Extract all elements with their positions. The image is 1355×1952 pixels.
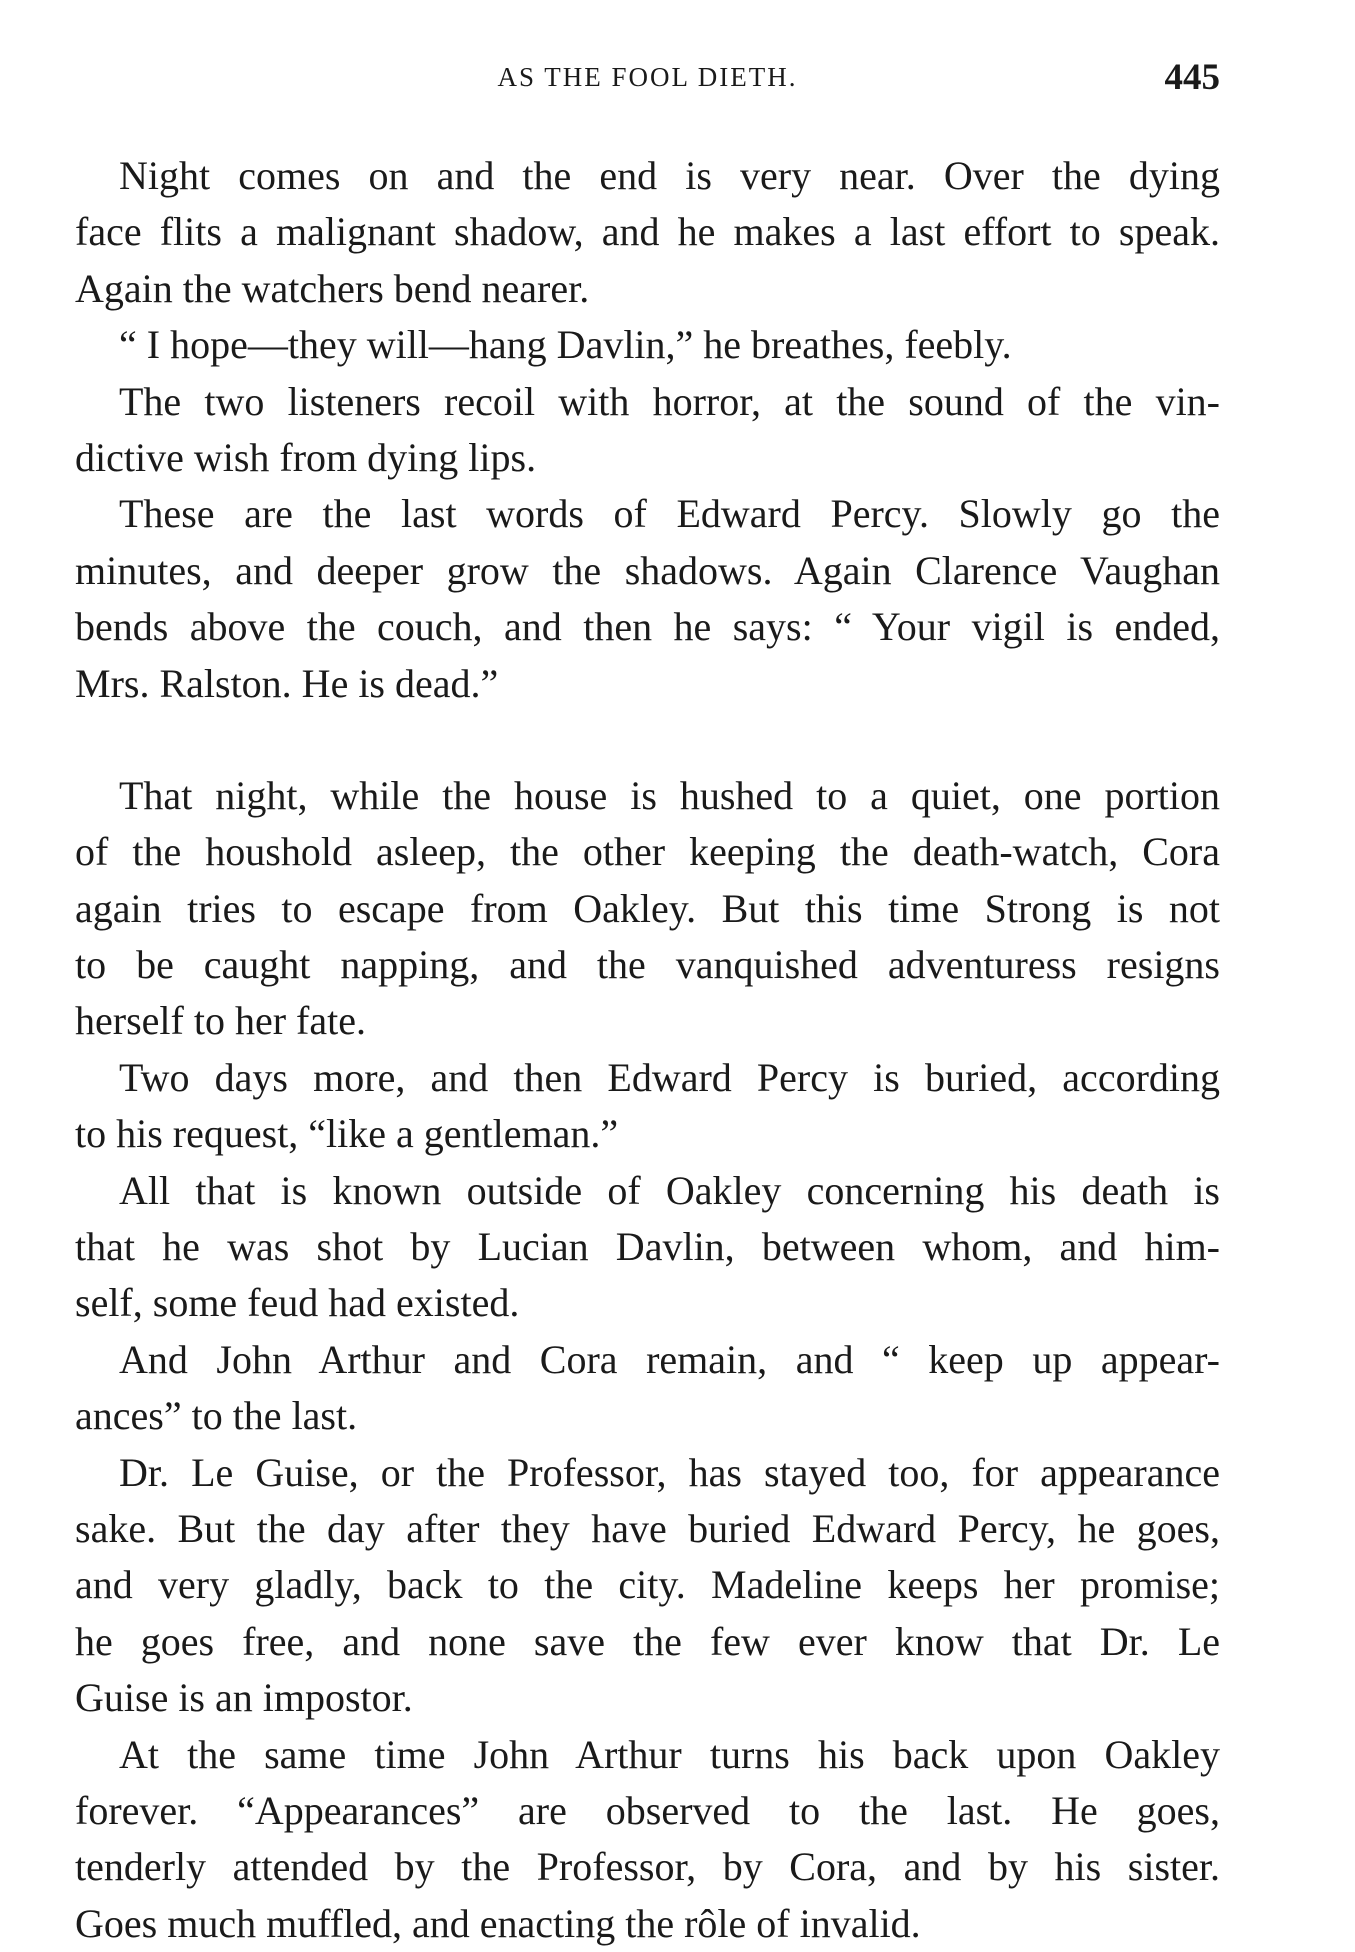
text-body — [75, 148, 1220, 1952]
text-line: tenderly attended by the Professor, by Cora, and by his sister. — [75, 1844, 1220, 1890]
text-line: ances” to the last. — [75, 1393, 358, 1439]
text-line: of the houshold asleep, the other keeping the death-watch, Cora — [75, 829, 1220, 875]
text-line: “ I hope—they will—hang Davlin,” he breathes, feebly. — [119, 322, 1012, 368]
text-line: to his request, “like a gentleman.” — [75, 1111, 619, 1157]
text-line: Mrs. Ralston. He is dead.” — [75, 660, 499, 706]
running-title: AS THE FOOL DIETH. — [497, 62, 798, 92]
text-line: minutes, and deeper grow the shadows. Again Clarence Vaughan — [75, 547, 1220, 593]
text-line: again tries to escape from Oakley. But this time Strong is not — [75, 885, 1220, 931]
text-line: At the same time John Arthur turns his back upon Oakley — [119, 1731, 1220, 1777]
text-line: and very gladly, back to the city. Madeline keeps her promise; — [75, 1562, 1220, 1608]
text-line: These are the last words of Edward Percy. Slowly go the — [119, 491, 1220, 537]
text-line: Goes much muffled, and enacting the rôle of invalid. — [75, 1900, 921, 1946]
text-line: bends above the couch, and then he says: “ Your vigil is ended, — [75, 604, 1220, 650]
page-number: 445 — [1164, 57, 1220, 98]
text-line: sake. But the day after they have buried Edward Percy, he goes, — [75, 1505, 1220, 1551]
text-line: forever. “Appearances” are observed to the last. He goes, — [75, 1787, 1220, 1833]
text-line: self, some feud had existed. — [75, 1280, 520, 1326]
section-break — [75, 712, 1220, 768]
text-line: dictive wish from dying lips. — [75, 434, 537, 480]
running-head — [75, 57, 1220, 102]
text-line: to be caught napping, and the vanquished adventuress resigns — [75, 942, 1220, 988]
text-line: that he was shot by Lucian Davlin, between whom, and him- — [75, 1224, 1220, 1270]
text-line: Night comes on and the end is very near. Over the dying — [119, 153, 1220, 198]
text-line: herself to her fate. — [75, 998, 366, 1044]
text-line: The two listeners recoil with horror, at the sound of the vin- — [119, 378, 1220, 424]
text-line: Again the watchers bend nearer. — [75, 265, 590, 311]
text-line: face flits a malignant shadow, and he makes a last effort to speak. — [75, 209, 1220, 255]
text-line: Two days more, and then Edward Percy is buried, according — [119, 1054, 1220, 1100]
text-line: And John Arthur and Cora remain, and “ keep up appear- — [119, 1336, 1220, 1382]
text-line: All that is known outside of Oakley concerning his death is — [119, 1167, 1220, 1213]
text-line: Dr. Le Guise, or the Professor, has stayed too, for appearance — [119, 1449, 1220, 1495]
text-line: Guise is an impostor. — [75, 1675, 413, 1721]
text-line: That night, while the house is hushed to a quiet, one portion — [119, 772, 1220, 818]
text-line: he goes free, and none save the few ever know that Dr. Le — [75, 1618, 1220, 1664]
